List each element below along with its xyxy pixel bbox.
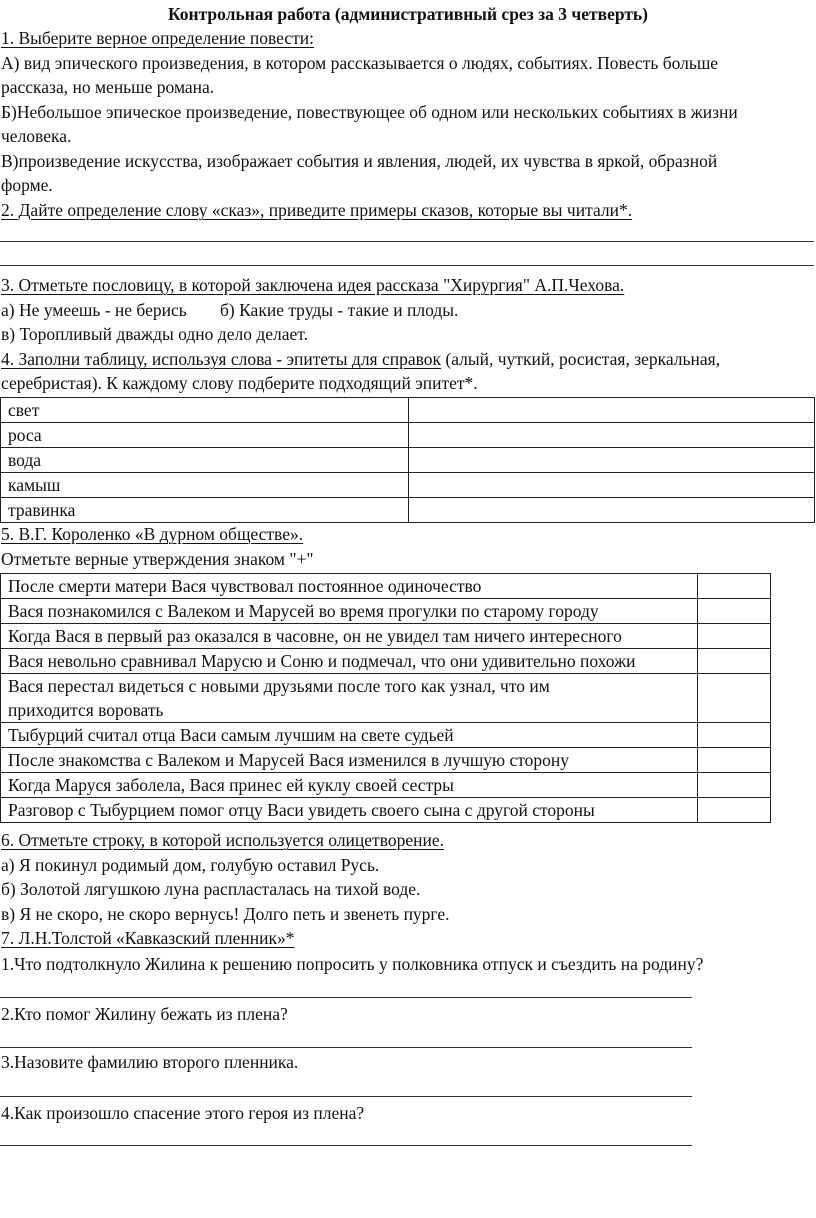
q2-heading: 2. Дайте определение слову «сказ», приведите примеры сказов, которые вы читали*. — [1, 200, 633, 220]
table-row — [1, 773, 771, 798]
q5-heading: 5. В.Г. Короленко «В дурном обществе». — [1, 524, 304, 544]
epithet-word: травинка — [1, 498, 409, 523]
q3-option-b: б) Какие труды - такие и плоды. — [220, 300, 459, 320]
epithet-answer-cell[interactable] — [409, 398, 815, 423]
q1-option-b-line2: человека. — [1, 126, 72, 146]
statement-text: Когда Маруся заболела, Вася принес ей куклу своей сестры — [1, 773, 698, 798]
plus-mark-cell[interactable] — [698, 773, 771, 798]
statements-table — [0, 573, 771, 823]
epithet-answer-cell[interactable] — [409, 473, 815, 498]
epithet-word: свет — [1, 398, 409, 423]
table-row — [1, 649, 771, 674]
plus-mark-cell[interactable] — [698, 798, 771, 823]
table-row — [1, 473, 815, 498]
table-row — [1, 498, 815, 523]
epithet-answer-cell[interactable] — [409, 498, 815, 523]
table-row — [1, 574, 771, 599]
plus-mark-cell[interactable] — [698, 574, 771, 599]
q7-answer-line-4[interactable] — [0, 1145, 692, 1146]
statement-text — [1, 674, 698, 723]
q7-question-1: 1.Что подтолкнуло Жилина к решению попросить у полковника отпуск и съездить на родину? — [1, 954, 704, 974]
q7-question-2: 2.Кто помог Жилину бежать из плена? — [1, 1004, 288, 1024]
page-title: Контрольная работа (административный срез за 3 четверть) — [167, 4, 649, 24]
plus-mark-cell[interactable] — [698, 674, 771, 723]
q4-heading-line2: серебристая). К каждому слову подберите подходящий эпитет*. — [1, 373, 478, 393]
q7-answer-line-1[interactable] — [0, 997, 692, 998]
q4-heading-rest: (алый, чуткий, росистая, зеркальная, — [441, 349, 721, 369]
q1-option-c-line1: В)произведение искусства, изображает события и явления, людей, их чувства в яркой, образной — [1, 151, 718, 171]
table-row — [1, 798, 771, 823]
q7-answer-line-3[interactable] — [0, 1096, 692, 1097]
q1-option-c-line2: форме. — [1, 175, 53, 195]
q1-option-a-line1: А) вид эпического произведения, в котором рассказывается о людях, событиях. Повесть больше — [1, 53, 719, 73]
q3-option-c: в) Торопливый дважды одно дело делает. — [1, 324, 308, 344]
plus-mark-cell[interactable] — [698, 599, 771, 624]
q7-question-4: 4.Как произошло спасение этого героя из плена? — [1, 1103, 365, 1123]
table-row — [1, 674, 771, 723]
statement-text: Вася познакомился с Валеком и Марусей во время прогулки по старому городу — [1, 599, 698, 624]
q1-option-a-line2: рассказа, но меньше романа. — [1, 77, 215, 97]
statement-text: Вася невольно сравнивал Марусю и Соню и подмечал, что они удивительно похожи — [1, 649, 698, 674]
table-row — [1, 599, 771, 624]
q7-heading: 7. Л.Н.Толстой «Кавказский пленник»* — [1, 928, 295, 948]
statement-text-line2: приходится воровать — [8, 700, 164, 720]
q1-option-b-line1: Б)Небольшое эпическое произведение, повествующее об одном или нескольких событиях в жизни — [1, 102, 738, 122]
plus-mark-cell[interactable] — [698, 723, 771, 748]
q6-heading: 6. Отметьте строку, в которой используется олицетворение. — [1, 830, 444, 850]
statement-text: После знакомства с Валеком и Марусей Вася изменился в лучшую сторону — [1, 748, 698, 773]
q2-answer-line-2[interactable] — [0, 265, 814, 266]
plus-mark-cell[interactable] — [698, 624, 771, 649]
statement-text: После смерти матери Вася чувствовал постоянное одиночество — [1, 574, 698, 599]
q4-heading — [1, 347, 720, 371]
q6-option-c: в) Я не скоро, не скоро вернусь! Долго петь и звенеть пурге. — [1, 904, 450, 924]
q7-question-3: 3.Назовите фамилию второго пленника. — [1, 1052, 299, 1072]
statement-text-line1: Вася перестал видеться с новыми друзьями после того как узнал, что им — [8, 676, 550, 696]
statement-text: Тыбурций считал отца Васи самым лучшим на свете судьей — [1, 723, 698, 748]
q2-answer-line-1[interactable] — [0, 241, 814, 242]
epithet-table — [0, 397, 815, 523]
table-row — [1, 723, 771, 748]
plus-mark-cell[interactable] — [698, 649, 771, 674]
statement-text: Когда Вася в первый раз оказался в часовне, он не увидел там ничего интересного — [1, 624, 698, 649]
table-row — [1, 624, 771, 649]
q4-heading-underlined: 4. Заполни таблицу, используя слова - эпитеты для справок — [1, 349, 442, 369]
epithet-word: камыш — [1, 473, 409, 498]
epithet-answer-cell[interactable] — [409, 423, 815, 448]
statement-text: Разговор с Тыбурцием помог отцу Васи увидеть своего сына с другой стороны — [1, 798, 698, 823]
q6-option-b: б) Золотой лягушкою луна распласталась на тихой воде. — [1, 879, 421, 899]
epithet-answer-cell[interactable] — [409, 448, 815, 473]
table-row — [1, 398, 815, 423]
table-row — [1, 748, 771, 773]
table-row — [1, 423, 815, 448]
table-row — [1, 448, 815, 473]
plus-mark-cell[interactable] — [698, 748, 771, 773]
epithet-word: роса — [1, 423, 409, 448]
q3-heading: 3. Отметьте пословицу, в которой заключена идея рассказа "Хирургия" А.П.Чехова. — [1, 275, 625, 295]
q6-option-a: а) Я покинул родимый дом, голубую оставил Русь. — [1, 855, 380, 875]
q5-instruction: Отметьте верные утверждения знаком "+" — [1, 549, 314, 569]
q3-option-a: а) Не умеешь - не берись — [1, 300, 187, 320]
epithet-word: вода — [1, 448, 409, 473]
q7-answer-line-2[interactable] — [0, 1047, 692, 1048]
q1-heading: 1. Выберите верное определение повести: — [1, 28, 314, 48]
